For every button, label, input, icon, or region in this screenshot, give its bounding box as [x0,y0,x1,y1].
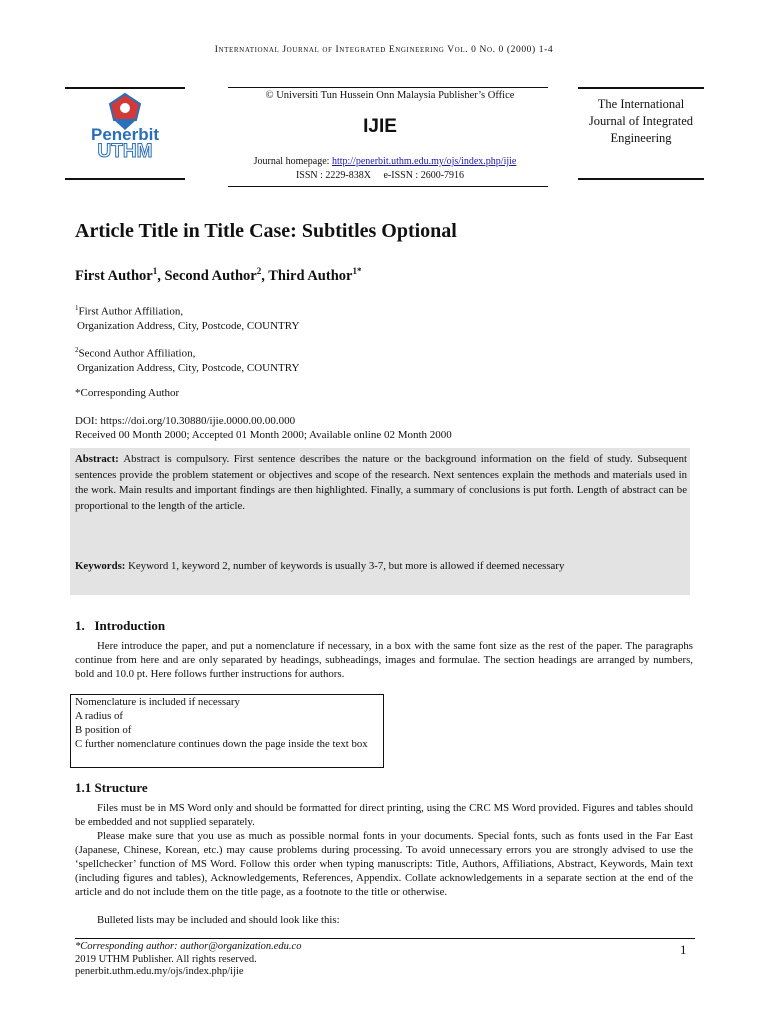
logo-line2: UTHM [97,141,153,162]
abstract-body: Abstract is compulsory. First sentence describes the nature or the background information on the field of study. Subsequent sentences provide the problem statement or objectives and scope of the research. Next sentences explain the methods and materials used in the work. Main results and important findings are then highlighted. Finally, a summary of conclusions is put forth. Length of abstract can be proportional to the length of the article. [75,453,687,512]
nomenclature-line: C further nomenclature continues down the page inside the text box [75,738,368,750]
footer-corresponding: *Corresponding author: author@organization.edu.co [75,941,302,952]
footer-rule [75,938,695,939]
journal-abbrev: IJIE [363,116,397,137]
logo-line1: Penerbit [90,125,160,144]
affiliation-sup: 2 [75,346,79,354]
keywords-body: Keyword 1, keyword 2, number of keywords is usually 3-7, but more is allowed if deemed necessary [128,560,565,572]
journal-homepage [230,156,540,167]
affiliation-line: First Author Affiliation, [78,305,184,318]
corresponding-author-note: *Corresponding Author [75,387,180,399]
homepage-label: Journal homepage: [253,156,332,167]
nomenclature-line: A radius of [75,710,123,722]
author-sup: 1 [152,266,158,276]
author-sep: , [157,267,165,284]
section-heading-introduction: 1. Introduction [75,618,166,633]
abstract-label: Abstract: [75,453,124,465]
author-name: Third Author [268,267,353,284]
footer-url: penerbit.uthm.edu.my/ojs/index.php/ijie [75,966,244,977]
header-rule-left-bottom [65,178,185,180]
homepage-link[interactable]: http://penerbit.uthm.edu.my/ojs/index.php/ijie [331,156,517,167]
received-dates: Received 00 Month 2000; Accepted 01 Month 2000; Available online 02 Month 2000 [75,429,452,441]
affiliation-address: Organization Address, City, Postcode, COUNTRY [77,319,300,332]
page-number: 1 [680,942,687,957]
affiliation-2 [75,343,299,375]
section-heading-structure: 1.1 Structure [75,780,148,795]
author-sup: 2 [256,266,262,276]
article-title: Article Title in Title Case: Subtitles Optional [75,220,457,242]
affiliation-1 [75,301,299,333]
copyright-notice: © Universiti Tun Hussein Onn Malaysia Publisher’s Office [265,90,515,101]
abstract-text [75,452,687,514]
author-name: Second Author [164,267,257,284]
author-sep: , [261,267,269,284]
header-rule-center-bottom [228,186,548,187]
nomenclature-line: Nomenclature is included if necessary [75,696,240,708]
footer-copyright: 2019 UTHM Publisher. All rights reserved. [75,954,257,965]
issn-line: ISSN : 2229-838X e-ISSN : 2600-7916 [295,170,465,181]
penerbit-uthm-logo [70,92,180,172]
affiliation-address: Organization Address, City, Postcode, COUNTRY [77,361,300,374]
affiliation-line: Second Author Affiliation, [78,347,196,360]
header-rule-center [228,87,548,88]
nomenclature-box [70,694,384,768]
author-list [75,266,361,285]
structure-paragraph-3: Bulleted lists may be included and should look like this: [97,914,340,926]
header-rule-right [578,87,704,89]
structure-paragraph-2: Please make sure that you use as much as possible normal fonts in your documents. Special fonts, such as fonts used in the Far East (Japanese, Chinese, Korean, etc.) may cause problems during processing. To avoid unnecessary errors you are strongly advised to use the ‘spellchecker’ function of MS Word. Follow this order when typing manuscripts: Title, Authors, Affiliations, Abstract, Keywords, Main text (including figures and tables), Acknowledgements, References, Appendix. Collate acknowledgements in a separate section at the end of the article and do not include them on the title page, as a footnote to the title or otherwise. [75,830,693,898]
author-name: First Author [75,267,153,284]
author-sup: 1* [352,266,362,276]
header-rule-left [65,87,185,89]
structure-paragraph-1: Files must be in MS Word only and should be formatted for direct printing, using the CRC MS Word provided. Figures and tables should be embedded and not supplied separately. [75,802,693,828]
header-rule-right-bottom [578,178,704,180]
journal-citation-line: International Journal of Integrated Engineering Vol. 0 No. 0 (2000) 1-4 [214,45,554,55]
keywords-line [75,560,564,572]
doi-line: DOI: https://doi.org/10.30880/ijie.0000.00.00.000 [75,415,296,427]
nomenclature-line: B position of [75,724,132,736]
intro-paragraph: Here introduce the paper, and put a nomenclature if necessary, in a box with the same font size as the rest of the paper. The paragraphs continue from here and are only separated by headings, subheadings, images and formulae. The section headings are arranged by numbers, bold and 10.0 pt. Here follows further instructions for authors. [75,640,693,680]
journal-full-title: The International Journal of Integrated Engineering [588,97,694,145]
keywords-label: Keywords: [75,560,129,572]
affiliation-sup: 1 [75,304,79,312]
